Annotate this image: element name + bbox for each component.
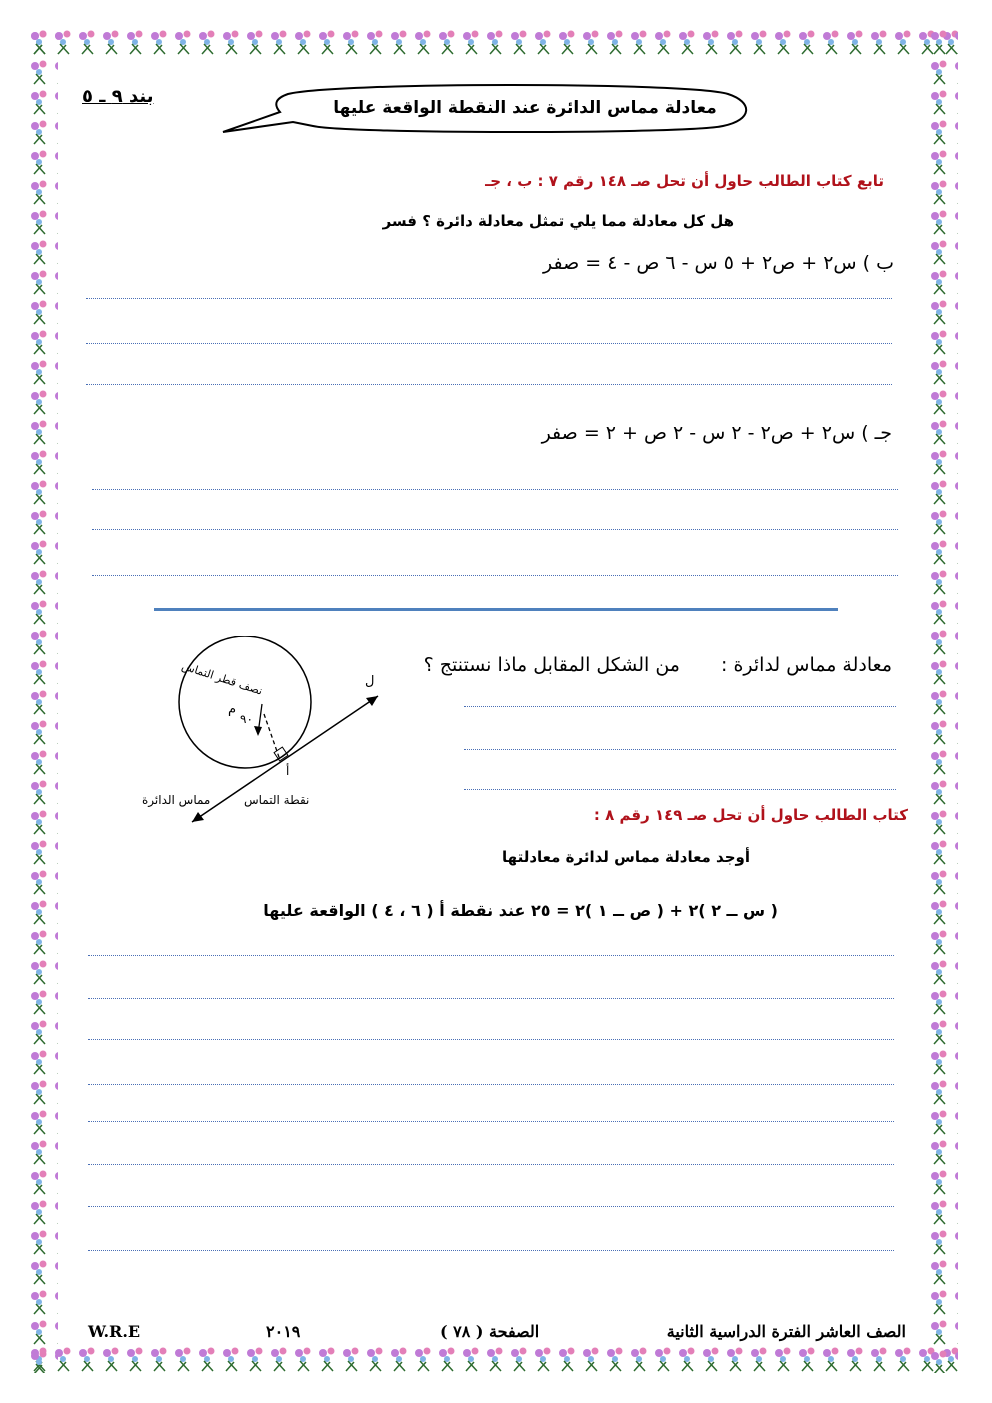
answer-line (88, 998, 894, 999)
tangent-label: معادلة مماس لدائرة : (721, 654, 892, 676)
equation-c: جـ ) س٢ + ص٢ - ٢ س - ٢ ص + ٢ = صفر (541, 422, 892, 444)
answer-line (86, 343, 892, 344)
decorative-border-left (28, 28, 58, 1373)
answer-line (86, 384, 892, 385)
answer-line (88, 1250, 894, 1251)
footer-year: ٢٠١٩ (266, 1322, 301, 1341)
line-label: ل (365, 674, 375, 689)
footer-page-number: الصفحة ( ٧٨ ) (440, 1322, 540, 1341)
answer-line (464, 789, 896, 790)
section-label: بند ٩ ـ ٥ (82, 86, 154, 107)
answer-line (88, 1121, 894, 1122)
answer-line (88, 1084, 894, 1085)
instruction-part3: كتاب الطالب حاول أن تحل صـ ١٤٩ رقم ٨ : (593, 806, 908, 824)
answer-line (88, 1039, 894, 1040)
answer-line (86, 298, 892, 299)
tangent-point-label: نقطة التماس (244, 793, 310, 807)
answer-line (92, 529, 898, 530)
circle (179, 636, 311, 768)
decorative-border-bottom (28, 1345, 958, 1375)
answer-line (88, 1164, 894, 1165)
center-label: م (228, 702, 237, 717)
arrow-head (366, 696, 378, 706)
answer-line (92, 489, 898, 490)
equation-b: ب ) س٢ + ص٢ + ٥ س - ٦ ص - ٤ = صفر (542, 252, 894, 274)
footer-author: W.R.E (88, 1322, 141, 1341)
task-text: أوجد معادلة مماس لدائرة معادلتها (502, 848, 750, 866)
instruction-part1: تابع كتاب الطالب حاول أن تحل صـ ١٤٨ رقم ٧ : ب ، جـ (485, 172, 884, 190)
answer-line (464, 749, 896, 750)
answer-line (88, 1206, 894, 1207)
figure-prompt: من الشكل المقابل ماذا نستنتج ؟ (423, 654, 680, 676)
decorative-border-right (928, 28, 958, 1373)
arrow-head (254, 726, 262, 736)
decorative-border-top (28, 28, 958, 58)
point-label: أ (286, 764, 290, 778)
question-text: هل كل معادلة مما يلي تمثل معادلة دائرة ؟ فسر (382, 212, 734, 230)
radius-label: نصف قطر التماس (180, 659, 265, 698)
radius-dashed (264, 714, 280, 760)
arrow-head (192, 812, 204, 822)
answer-line (92, 575, 898, 576)
footer-grade: الصف العاشر الفترة الدراسية الثانية (666, 1322, 906, 1341)
section-divider (154, 608, 838, 611)
task-equation: ( س ــ ٢ )٢ + ( ص ــ ١ )٢ = ٢٥ عند نقطة أ ( ٦ ، ٤ ) الواقعة عليها (263, 901, 778, 920)
angle-label: ٩٠ (240, 712, 253, 726)
page-title: معادلة مماس الدائرة عند النقطة الواقعة عليها (333, 98, 717, 118)
answer-line (464, 706, 896, 707)
answer-line (88, 955, 894, 956)
tangent-line-label: مماس الدائرة (142, 793, 211, 807)
